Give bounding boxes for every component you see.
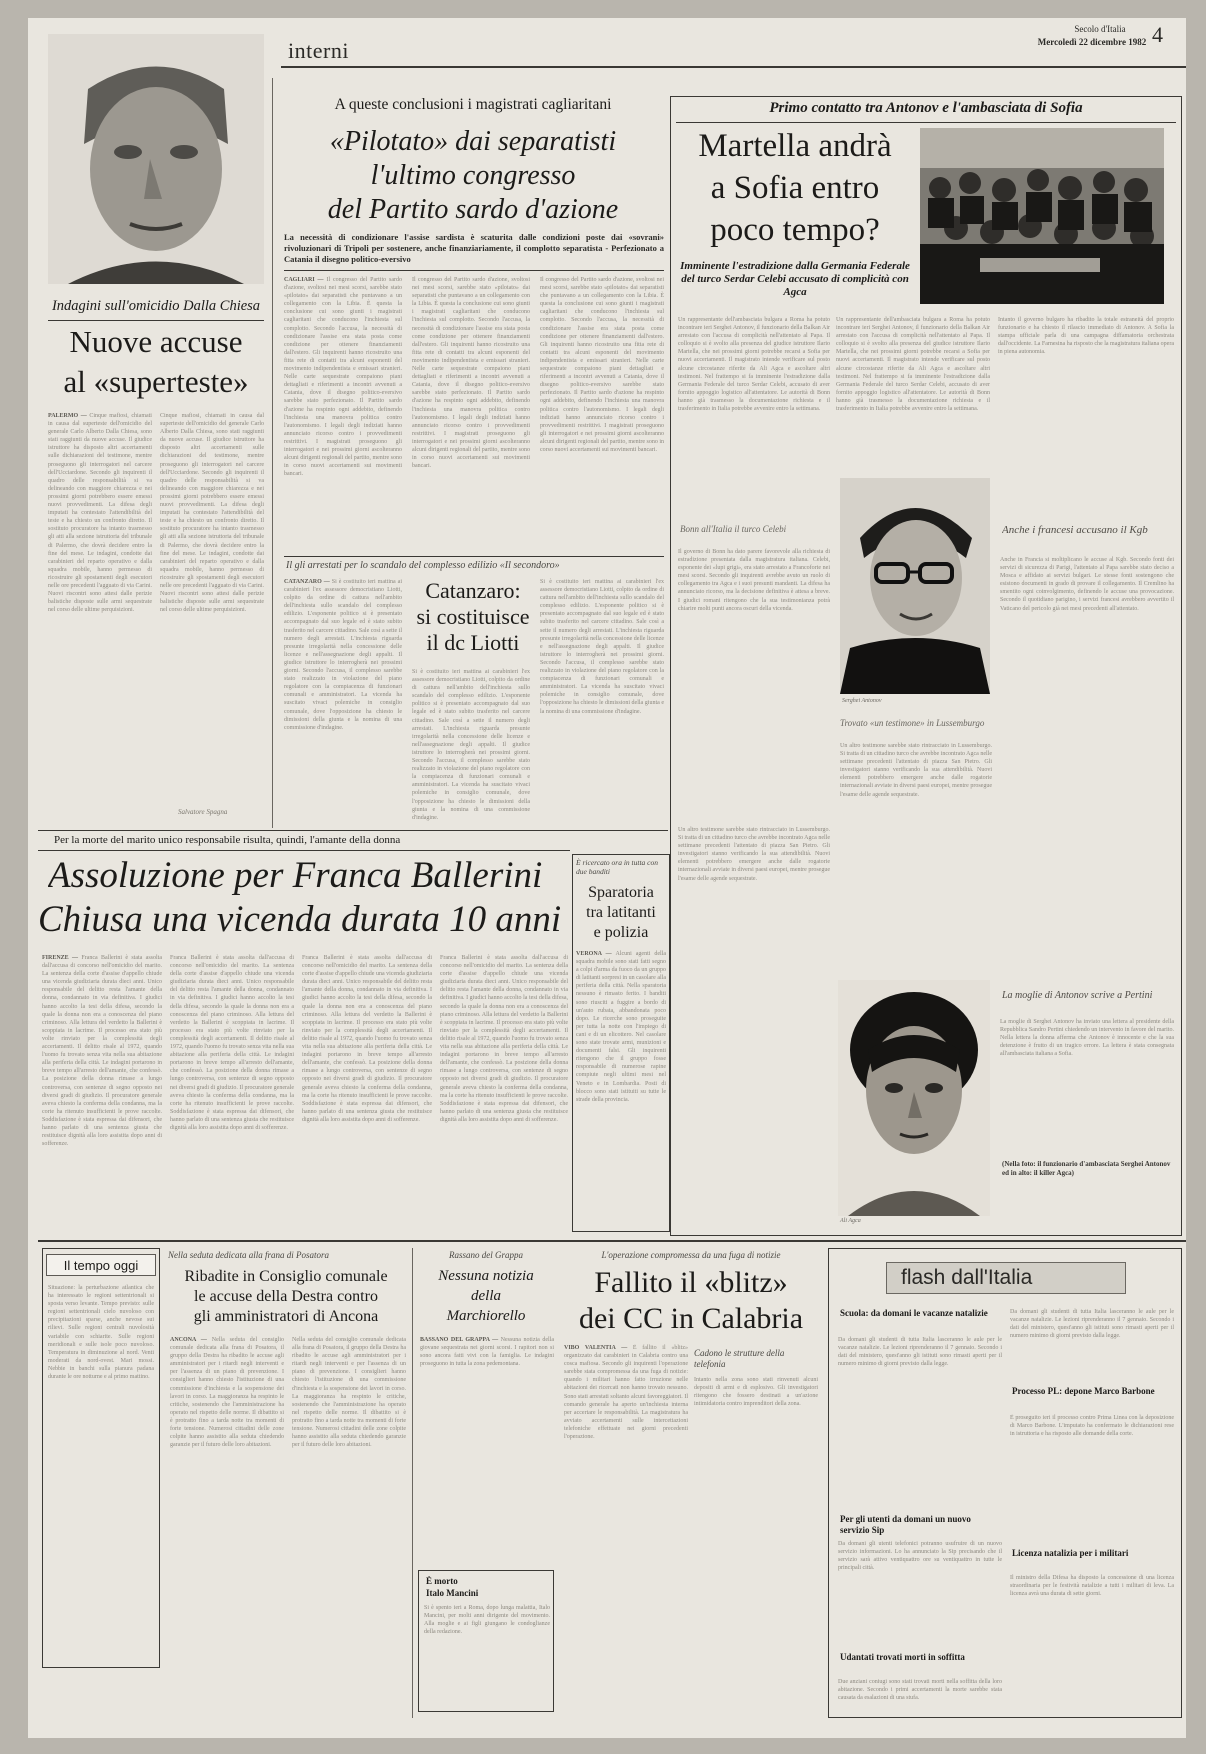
obituary-title-1: È morto xyxy=(426,1576,458,1586)
antonov-body-3-col xyxy=(840,742,992,976)
ballerini-body-cont-3: Franca Ballerini è stata assolta dall'accusa di concorso nell'omicidio del marito. La sentenza della corte d'assise d'appello chiude una vicenda giudiziaria durata dieci anni. Unico responsabile del delitto resta l'amante della donna, condannato in via definitiva. I giudici hanno accolto la tesi della difesa, secondo la quale la donna non era a conoscenza del piano criminoso. Alla lettura del verdetto la Ballerini è scoppiata in lacrime. Il processo era stato più volte rinviato per la complessità degli accertamenti. Il delitto risale al 1972, quando l'uomo fu trovato senza vita nella sua abitazione alla periferia della città. Le indagini portarono in breve tempo all'arresto dell'amante, che confessò. La posizione della donna rimase a lungo controversa, con sentenze di segno opposto nei diversi gradi di giudizio. Il procuratore generale aveva chiesto la conferma della condanna, ma la corte ha ritenuto insufficienti le prove raccolte. Soddisfazione è stata espressa dai difensori, che hanno parlato di una sentenza giusta che restituisce dignità alla loro assistita dopo anni di sofferenze. xyxy=(440,955,568,1123)
antonov-photo-note: (Nella foto: il funzionario d'ambasciata Serghei Antonov ed in alto: il killer Agca) xyxy=(1002,1160,1171,1177)
dalla-chiesa-body-cont: Cinque mafiosi, chiamati in causa dal superteste dell'omicidio del generale Carlo Alberto Dalla Chiesa, sono stati raggiunti da nuove accuse. Il giudice istruttore ha disposto altri accertamenti sulle dichiarazioni del testimone, mentre proseguono gli interrogatori nel carcere dell'Ucciardone. Secondo gli inquirenti il quadro delle responsabilità si va delineando con maggiore chiarezza e nei prossimi giorni potrebbero essere emessi nuovi provvedimenti. La difesa degli imputati ha contestato l'attendibilità del teste e ha chiesto un confronto diretto. Il sostituto procuratore ha intanto trasmesso gli atti alla sezione istruttoria del tribunale di Palermo, che dovrà decidere entro la fine del mese. Le indagini, condotte dai carabinieri del reparto operativo e dalla squadra mobile, hanno permesso di ricostruire gli spostamenti degli esecutori nelle ore precedenti l'agguato di via Carini. Nuovi riscontri sono attesi dalle perizie balistiche disposte sulle armi sequestrate nel corso delle ultime perquisizioni. xyxy=(160,413,264,614)
flash-item-title: Scuola: da domani le vacanze natalizie xyxy=(840,1308,988,1318)
antonov-standfirst: Imminente l'estradizione dalla Germania Federale del turco Serdar Celebi accusato di complicità con Agca xyxy=(680,260,910,298)
kicker-rule xyxy=(48,320,264,321)
column-divider xyxy=(272,78,273,828)
ancona-body-cont: Nella seduta del consiglio comunale dedicata alla frana di Posatora, il gruppo della Destra ha ribadito le accuse agli amministratori per i ritardi negli interventi e per l'assenza di un piano di prevenzione. I consiglieri hanno chiesto l'istituzione di una commissione d'inchiesta e la sospensione dei lavori in corso. La maggioranza ha respinto le critiche, sostenendo che l'amministrazione ha operato nel rispetto delle norme. Il dibattito si è protratto fino a tarda notte tra momenti di forte tensione. Numerosi cittadini delle zone colpite hanno assistito alla seduta chiedendo garanzie per il futuro delle loro abitazioni. xyxy=(292,1337,406,1449)
sardo-bottom-rule xyxy=(284,556,664,557)
flash-item-body xyxy=(838,1678,1002,1714)
ancona-headline-1: Ribadite in Consiglio comunale xyxy=(184,1268,388,1285)
marchiorello-kicker: Rassano del Grappa xyxy=(449,1250,523,1260)
antonov-kicker: Primo contatto tra Antonov e l'ambasciata di Sofia xyxy=(769,100,1083,116)
marchiorello-body-col xyxy=(420,1336,554,1562)
marchiorello-headline-2: della xyxy=(471,1288,501,1304)
sardo-body-col-1 xyxy=(284,276,402,548)
flash-item-body-text: È proseguito ieri il processo contro Prima Linea con la deposizione di Marco Barbone. L'imputato ha confermato le dichiarazioni rese in istruttoria e ha risposto alle domande della corte. xyxy=(1010,1415,1174,1438)
calabria-headline-2: dei CC in Calabria xyxy=(578,1302,804,1335)
calabria-kicker: L'operazione compromessa da una fuga di notizie xyxy=(601,1250,781,1260)
dalla-chiesa-signature: Salvatore Spagna xyxy=(178,808,228,816)
calabria-dateline: VIBO VALENTIA — xyxy=(564,1345,633,1351)
page-number: 4 xyxy=(1152,22,1163,47)
flash-item-body xyxy=(1010,1574,1174,1714)
obituary-title-2: Italo Mancini xyxy=(426,1588,479,1598)
catanzaro-body-col-1 xyxy=(284,578,402,826)
ancona-kicker: Nella seduta dedicata alla frana di Posatora xyxy=(168,1250,329,1260)
bottom-section-rule xyxy=(38,1240,1186,1242)
antonov-image xyxy=(840,478,990,694)
antonov-body-col-3 xyxy=(998,316,1174,516)
flash-item-body-text: Da domani gli studenti di tutta Italia lasceranno le aule per le vacanze natalizie. Le lezioni riprenderanno il 7 gennaio. Secondo i dati del ministero, quest'anno gli istituti sono rimasti aperti per il numero minimo di giorni previsto dalla legge. xyxy=(1010,1309,1174,1340)
dalla-chiesa-dateline: PALERMO — xyxy=(48,413,90,419)
sparatoria-headline-1: Sparatoria xyxy=(588,884,654,901)
sardo-dateline: CAGLIARI — xyxy=(284,277,327,283)
flash-item-title: Processo PL: depone Marco Barbone xyxy=(1012,1386,1155,1396)
antonov-sub-2: Trovato «un testimone» in Lussemburgo xyxy=(840,718,985,728)
catanzaro-headline-1: Catanzaro: xyxy=(425,578,521,603)
ballerini-headline-2: Chiusa una vicenda durata 10 anni xyxy=(38,899,562,940)
flash-item-body-text: Da domani gli studenti di tutta Italia lasceranno le aule per le vacanze natalizie. Le lezioni riprenderanno il 7 gennaio. Secondo i dati del ministero, quest'anno gli istituti sono rimasti aperti per il numero minimo di giorni previsto dalla legge. xyxy=(838,1337,1002,1368)
catanzaro-dateline: CATANZARO — xyxy=(284,579,332,585)
marchiorello-headline-3: Marchiorello xyxy=(446,1308,526,1324)
antonov-body-1: Un rappresentante dell'ambasciata bulgara a Roma ha potuto incontrare ieri Serghei Antonov, il funzionario della Balkan Air arrestato con l'accusa di complicità nell'attentato al Papa. Il colloquio si è svolto alla presenza del giudice istruttore Ilario Martella, che nei prossimi giorni potrebbe recarsi a Sofia per nuovi accertamenti. Il magistrato intende verificare sul posto alcune circostanze riferite da Ali Agca e ascoltare altri testimoni. Nel frattempo si fa imminente l'estradizione dalla Germania Federale del turco Serdar Celebi, accusato di aver fornito appoggio logistico all'attentatore. Le autorità di Bonn hanno già trasmesso la documentazione richiesta e il trasferimento in Italia potrebbe avvenire entro la settimana. xyxy=(678,317,830,413)
flash-item-title: Licenza natalizia per i militari xyxy=(1012,1548,1129,1558)
ancona-headline-3: gli amministratori di Ancona xyxy=(193,1308,379,1325)
portrait-image xyxy=(48,34,264,284)
ancona-body: Nella seduta del consiglio comunale dedicata alla frana di Posatora, il gruppo della Destra ha ribadito le accuse agli amministratori per i ritardi negli interventi e per l'assenza di un piano di prevenzione. I consiglieri hanno chiesto l'istituzione di una commissione d'inchiesta e la sospensione dei lavori in corso. La maggioranza ha respinto le critiche, sostenendo che l'amministrazione ha operato nel rispetto delle norme. Il dibattito si è protratto fino a tarda notte tra momenti di forte tensione. Numerosi cittadini delle zone colpite hanno assistito alla seduta chiedendo garanzie per il futuro delle loro abitazioni. xyxy=(170,1337,284,1449)
ballerini-dateline: FIRENZE — xyxy=(42,955,82,961)
antonov-kicker-rule xyxy=(676,122,1176,123)
weather-body-col xyxy=(48,1284,154,1664)
sparatoria-kicker: È ricercato ora in tutta con due banditi xyxy=(576,858,659,876)
weather-body: Situazione: la perturbazione atlantica che ha interessato le regioni settentrionali si sposta verso levante. Tempo previsto: sulle regioni settentrionali cielo nuvoloso con precipitazioni sparse, anche nevose sui rilievi. Sulle regioni centrali nuvolosità variabile con schiarite. Sulle regioni meridionali e sulle isole poco nuvoloso. Temperatura in diminuzione al nord. Venti moderati da nord-ovest. Mari mossi. Nebbie in banchi sulla pianura padana durante le ore notturne e al primo mattino. xyxy=(48,1285,154,1381)
flash-item-body-text: Da domani gli utenti telefonici potranno usufruire di un nuovo servizio informazioni. Lo ha annunciato la Sip precisando che il servizio sarà attivo ventiquattro ore su ventiquattro in tutte le principali città. xyxy=(838,1541,1002,1572)
ballerini-top-rule xyxy=(38,830,668,831)
sardo-body-cont: Il congresso del Partito sardo d'azione, svoltosi nei mesi scorsi, sarebbe stato «pilotato» dai separatisti che puntavano a un collegamento con la Libia. È questa la conclusione cui sono giunti i magistrati cagliaritani che conducono l'inchiesta sul complotto. Secondo l'accusa, la necessità di condizionare l'assise era stata posta come condizione per ottenere finanziamenti dall'estero. Gli inquirenti hanno ricostruito una fitta rete di contatti tra alcuni esponenti del movimento indipendentista e emissari stranieri. Nelle carte sequestrate compaiono piani dettagliati e riferimenti a incontri avvenuti a Catania, dove il disegno politico-eversivo sarebbe stato perfezionato. Il Partito sardo d'azione ha respinto ogni addebito, definendo l'inchiesta una manovra politica contro l'autonomismo. I legali degli indiziati hanno annunciato ricorso contro i provvedimenti restrittivi. I magistrati proseguono gli interrogatori e nei prossimi giorni ascolteranno alcuni dirigenti regionali del partito, mentre sono in corso nuovi accertamenti sui movimenti bancari. xyxy=(412,277,530,470)
agca-image xyxy=(838,980,990,1216)
ballerini-body-col-4 xyxy=(440,954,568,1226)
sparatoria-headline-2: tra latitanti xyxy=(586,904,656,921)
sardo-rule xyxy=(284,270,664,271)
antonov-body-col-1 xyxy=(678,316,830,516)
sardo-body-col-3 xyxy=(540,276,664,548)
newspaper-page xyxy=(28,18,1186,1738)
antonov-body-6: La moglie di Serghei Antonov ha inviato una lettera al presidente della Repubblica Sandro Pertini chiedendo un intervento in favore del marito. Nella lettera la donna afferma che Antonov è innocente e che la sua detenzione è frutto di un tragico errore. La lettera è stata consegnata all'ambasciata italiana a Sofia. xyxy=(1000,1019,1174,1058)
ancona-headline-2: le accuse della Destra contro xyxy=(194,1288,378,1305)
sardo-body-cont-2: Il congresso del Partito sardo d'azione, svoltosi nei mesi scorsi, sarebbe stato «pilotato» dai separatisti che puntavano a un collegamento con la Libia. È questa la conclusione cui sono giunti i magistrati cagliaritani che conducono l'inchiesta sul complotto. Secondo l'accusa, la necessità di condizionare l'assise era stata posta come condizione per ottenere finanziamenti dall'estero. Gli inquirenti hanno ricostruito una fitta rete di contatti tra alcuni esponenti del movimento indipendentista e emissari stranieri. Nelle carte sequestrate compaiono piani dettagliati e riferimenti a incontri avvenuti a Catania, dove il disegno politico-eversivo sarebbe stato perfezionato. Il Partito sardo d'azione ha respinto ogni addebito, definendo l'inchiesta una manovra politica contro l'autonomismo. I legali degli indiziati hanno annunciato ricorso contro i provvedimenti restrittivi. I magistrati proseguono gli interrogatori e nei prossimi giorni ascolteranno alcuni dirigenti regionali del partito, mentre sono in corso nuovi accertamenti sui movimenti bancari. xyxy=(540,277,664,453)
obituary-body-col xyxy=(424,1604,550,1708)
calabria-headline-1: Fallito il «blitz» xyxy=(594,1266,788,1299)
catanzaro-body-cont-2: Si è costituito ieri mattina ai carabinieri l'ex assessore democristiano Liotti, colpito da ordine di cattura nell'ambito dell'inchiesta sullo scandalo del complesso edilizio. L'esponente politico si è presentato accompagnato dal suo legale ed è stato subito trasferito nel carcere cittadino. Sale così a sette il numero degli arrestati. L'inchiesta riguarda presunte irregolarità nella concessione delle licenze e nell'assegnazione degli appalti. Il giudice istruttore lo interrogherà nei prossimi giorni. Secondo l'accusa, il complesso sarebbe stato realizzato in violazione del piano regolatore con la compiacenza di funzionari comunali e amministratori. La vicenda ha suscitato vivaci polemiche in consiglio comunale, dove l'opposizione ha chiesto le dimissioni della giunta e la nomina di una commissione d'indagine. xyxy=(540,579,664,715)
sardo-headline-3: del Partito sardo d'azione xyxy=(327,194,619,225)
sparatoria-body-col xyxy=(576,950,666,1228)
ballerini-body-cont: Franca Ballerini è stata assolta dall'accusa di concorso nell'omicidio del marito. La sentenza della corte d'assise d'appello chiude una vicenda giudiziaria durata dieci anni. Unico responsabile del delitto resta l'amante della donna, condannato in via definitiva. I giudici hanno accolto la tesi della difesa, secondo la quale la donna non era a conoscenza del piano criminoso. Alla lettura del verdetto la Ballerini è scoppiata in lacrime. Il processo era stato più volte rinviato per la complessità degli accertamenti. Il delitto risale al 1972, quando l'uomo fu trovato senza vita nella sua abitazione alla periferia della città. Le indagini portarono in breve tempo all'arresto dell'amante, che confessò. La posizione della donna rimase a lungo controversa, con sentenze di segno opposto nei diversi gradi di giudizio. Il procuratore generale aveva chiesto la conferma della condanna, ma la corte ha ritenuto insufficienti le prove raccolte. Soddisfazione è stata espressa dai difensori, che hanno parlato di una sentenza giusta che restituisce dignità alla loro assistita dopo anni di sofferenze. xyxy=(170,955,294,1131)
antonov-photo xyxy=(840,478,990,694)
catanzaro-body-col-2 xyxy=(412,668,530,826)
sardo-standfirst: La necessità di condizionare l'assise sardista è scaturita dalle condizioni poste dai «sovrani» rivoluzionari di Tripoli per sostenere, anche finanziariamente, il complotto separatista - Perfezionato a Catania il disegno politico-eversivo xyxy=(284,232,664,264)
flash-item-body xyxy=(1010,1414,1174,1540)
antonov-body-3: Un altro testimone sarebbe stato rintracciato in Lussemburgo. Si tratta di un cittadino turco che avrebbe incontrato Agca nelle settimane precedenti l'attentato di piazza San Pietro. Gli investigatori stanno verificando la sua attendibilità. Nuovi elementi potrebbero emergere anche dalle rogatorie internazionali avviate in diversi paesi europei, mentre prosegue l'esame delle agende sequestrate. xyxy=(840,743,992,798)
marchiorello-dateline: BASSANO DEL GRAPPA — xyxy=(420,1337,501,1343)
antonov-headline-3: poco tempo? xyxy=(710,212,880,248)
calabria-sub: Cadono le strutture della telefonia xyxy=(694,1348,785,1369)
ancona-divider xyxy=(412,1248,413,1718)
ballerini-body: Franca Ballerini è stata assolta dall'accusa di concorso nell'omicidio del marito. La sentenza della corte d'assise d'appello chiude una vicenda giudiziaria durata dieci anni. Unico responsabile del delitto resta l'amante della donna, condannato in via definitiva. I giudici hanno accolto la tesi della difesa, secondo la quale la donna non era a conoscenza del piano criminoso. Alla lettura del verdetto la Ballerini è scoppiata in lacrime. Il processo era stato più volte rinviato per la complessità degli accertamenti. Il delitto risale al 1972, quando l'uomo fu trovato senza vita nella sua abitazione alla periferia della città. Le indagini portarono in breve tempo all'arresto dell'amante, che confessò. La posizione della donna rimase a lungo controversa, con sentenze di segno opposto nei diversi gradi di giudizio. Il procuratore generale aveva chiesto la conferma della condanna, ma la corte ha ritenuto insufficienti le prove raccolte. Soddisfazione è stata espressa dai difensori, che hanno parlato di una sentenza giusta che restituisce dignità alla loro assistita dopo anni di sofferenze. xyxy=(42,955,162,1148)
crowd-image xyxy=(920,128,1164,304)
ancona-dateline: ANCONA — xyxy=(170,1337,212,1343)
ballerini-body-col-2 xyxy=(170,954,294,1226)
calabria-body-2: Intanto nella zona sono stati rinvenuti alcuni depositi di armi e di esplosivo. Gli investigatori ritengono che fossero destinati a un'azione intimidatoria contro imprenditori della zona. xyxy=(694,1377,818,1408)
catanzaro-headline-3: il dc Liotti xyxy=(426,630,520,655)
antonov-body-col-2 xyxy=(836,316,990,476)
issue-date: Mercoledì 22 dicembre 1982 xyxy=(1037,37,1147,47)
antonov-body-5: Anche in Francia si moltiplicano le accuse al Kgb. Secondo fonti dei servizi di sicurezza di Parigi, l'attentato al Papa sarebbe stato deciso a Mosca e affidato ai servizi bulgari. Le stesse fonti sostengono che esistono documenti in grado di provare il collegamento. Il Cremlino ha smentito ogni coinvolgimento, definendo le accuse una provocazione. Secondo il quotidiano parigino, i servizi francesi avrebbero avvertito il Vaticano del pericolo già nei mesi precedenti all'attentato. xyxy=(1000,557,1174,612)
portrait-photo xyxy=(48,34,264,284)
antonov-sub-1: Bonn all'Italia il turco Celebi xyxy=(680,524,787,534)
ballerini-kicker: Per la morte del marito unico responsabile risulta, quindi, l'amante della donna xyxy=(54,834,401,846)
catanzaro-headline-2: si costituisce xyxy=(416,604,530,629)
dalla-chiesa-kicker: Indagini sull'omicidio Dalla Chiesa xyxy=(51,298,261,314)
sardo-kicker: A queste conclusioni i magistrati cagliaritani xyxy=(334,96,612,113)
ballerini-body-cont-2: Franca Ballerini è stata assolta dall'accusa di concorso nell'omicidio del marito. La sentenza della corte d'assise d'appello chiude una vicenda giudiziaria durata dieci anni. Unico responsabile del delitto resta l'amante della donna, condannato in via definitiva. I giudici hanno accolto la tesi della difesa, secondo la quale la donna non era a conoscenza del piano criminoso. Alla lettura del verdetto la Ballerini è scoppiata in lacrime. Il processo era stato più volte rinviato per la complessità degli accertamenti. Il delitto risale al 1972, quando l'uomo fu trovato senza vita nella sua abitazione alla periferia della città. Le indagini portarono in breve tempo all'arresto dell'amante, che confessò. La posizione della donna rimase a lungo controversa, con sentenze di segno opposto nei diversi gradi di giudizio. Il procuratore generale aveva chiesto la conferma della condanna, ma la corte ha ritenuto insufficienti le prove raccolte. Soddisfazione è stata espressa dai difensori, che hanno parlato di una sentenza giusta che restituisce dignità alla loro assistita dopo anni di sofferenze. xyxy=(302,955,432,1123)
marchiorello-headline-1: Nessuna notizia xyxy=(438,1268,534,1284)
antonov-body-2: Il governo di Bonn ha dato parere favorevole alla richiesta di estradizione presentata dalla magistratura italiana. Celebi, esponente dei «lupi grigi», era stato arrestato a Francoforte nei mesi scorsi. Secondo gli inquirenti avrebbe avuto un ruolo di collegamento tra Agca e i suoi presunti mandanti. La difesa ha annunciato ricorso, ma la decisione definitiva è attesa a breve. I giudici romani ritengono che la sua testimonianza potrà chiarire molti punti ancora oscuri della vicenda. xyxy=(678,549,830,612)
dalla-chiesa-body-col-1 xyxy=(48,412,152,822)
crowd-photo xyxy=(920,128,1164,304)
catanzaro-body-cont: Si è costituito ieri mattina ai carabinieri l'ex assessore democristiano Liotti, colpito da ordine di cattura nell'ambito dell'inchiesta sullo scandalo del complesso edilizio. L'esponente politico si è presentato accompagnato dal suo legale ed è stato subito trasferito nel carcere cittadino. Sale così a sette il numero degli arrestati. L'inchiesta riguarda presunte irregolarità nella concessione delle licenze e nell'assegnazione degli appalti. Il giudice istruttore lo interrogherà nei prossimi giorni. Secondo l'accusa, il complesso sarebbe stato realizzato in violazione del piano regolatore con la compiacenza di funzionari comunali e amministratori. La vicenda ha suscitato vivaci polemiche in consiglio comunale, dove l'opposizione ha chiesto le dimissioni della giunta e la nomina di una commissione d'indagine. xyxy=(412,669,530,821)
flash-item-title: Per gli utenti da domani un nuovo servizio Sip xyxy=(840,1514,971,1535)
ancona-body-col-2 xyxy=(292,1336,406,1706)
dalla-chiesa-headline-2: al «superteste» xyxy=(63,364,249,399)
antonov-headline-2: a Sofia entro xyxy=(710,170,880,206)
section-label: interni xyxy=(288,38,349,63)
sardo-body: Il congresso del Partito sardo d'azione, svoltosi nei mesi scorsi, sarebbe stato «pilotato» dai separatisti che puntavano a un collegamento con la Libia. È questa la conclusione cui sono giunti i magistrati cagliaritani che conducono l'inchiesta sul complotto. Secondo l'accusa, la necessità di condizionare l'assise era stata posta come condizione per ottenere finanziamenti dall'estero. Gli inquirenti hanno ricostruito una fitta rete di contatti tra alcuni esponenti del movimento indipendentista e emissari stranieri. Nelle carte sequestrate compaiono piani dettagliati e riferimenti a incontri avvenuti a Catania, dove il disegno politico-eversivo sarebbe stato perfezionato. Il Partito sardo d'azione ha respinto ogni addebito, definendo l'inchiesta una manovra politica contro l'autonomismo. I legali degli indiziati hanno annunciato ricorso contro i provvedimenti restrittivi. I magistrati proseguono gli interrogatori e nei prossimi giorni ascolteranno alcuni dirigenti regionali del partito, mentre sono in corso nuovi accertamenti sui movimenti bancari. xyxy=(284,277,402,478)
antonov-headline-1: Martella andrà xyxy=(698,128,892,164)
dalla-chiesa-headline-1: Nuove accuse xyxy=(69,324,243,359)
ballerini-headline-1: Assoluzione per Franca Ballerini xyxy=(48,855,543,896)
antonov-body-6-col xyxy=(1000,1018,1174,1146)
catanzaro-kicker: Il gli arrestati per lo scandalo del complesso edilizio «Il secondoro» xyxy=(286,560,560,571)
agca-photo xyxy=(838,980,990,1216)
calabria-body-col-2 xyxy=(694,1376,818,1706)
flash-title: flash dall'Italia xyxy=(901,1266,1033,1289)
marchiorello-body: Nessuna notizia della giovane sequestrata nei giorni scorsi. I rapitori non si sono ancora fatti vivi con la famiglia. Le indagini proseguono in tutta la zona pedemontana. xyxy=(420,1337,554,1368)
dalla-chiesa-body: Cinque mafiosi, chiamati in causa dal superteste dell'omicidio del generale Carlo Alberto Dalla Chiesa, sono stati raggiunti da nuove accuse. Il giudice istruttore ha disposto altri accertamenti sulle dichiarazioni del testimone, mentre proseguono gli interrogatori nel carcere dell'Ucciardone. Secondo gli inquirenti il quadro delle responsabilità si va delineando con maggiore chiarezza e nei prossimi giorni potrebbero essere emessi nuovi provvedimenti. La difesa degli imputati ha contestato l'attendibilità del teste e ha chiesto un confronto diretto. Il sostituto procuratore ha intanto trasmesso gli atti alla sezione istruttoria del tribunale di Palermo, che dovrà decidere entro la fine del mese. Le indagini, condotte dai carabinieri del reparto operativo e dalla squadra mobile, hanno permesso di ricostruire gli spostamenti degli esecutori nelle ore precedenti l'agguato di via Carini. Nuovi riscontri sono attesi dalle perizie balistiche disposte sulle armi sequestrate nel corso delle ultime perquisizioni. xyxy=(48,413,152,614)
flash-item-body xyxy=(838,1336,1002,1506)
flash-item-title: Udantati trovati morti in soffitta xyxy=(840,1652,965,1662)
catanzaro-body-col-3 xyxy=(540,578,664,826)
ancona-body-col-1 xyxy=(170,1336,284,1706)
ballerini-body-col-3 xyxy=(302,954,432,1226)
antonov-body-5-col xyxy=(1000,556,1174,980)
sardo-body-col-2 xyxy=(412,276,530,548)
antonov-body-3b-col xyxy=(678,826,830,1006)
antonov-sub-3: Anche i francesi accusano il Kgb xyxy=(1002,524,1148,536)
flash-item-body-text: Due anziani coniugi sono stati trovati morti nella soffitta della loro abitazione. Secondo i primi accertamenti la morte sarebbe stata causata da esalazioni di una stufa. xyxy=(838,1679,1002,1702)
weather-title: Il tempo oggi xyxy=(46,1254,156,1276)
catanzaro-body: Si è costituito ieri mattina ai carabinieri l'ex assessore democristiano Liotti, colpito da ordine di cattura nell'ambito dell'inchiesta sullo scandalo del complesso edilizio. L'esponente politico si è presentato accompagnato dal suo legale ed è stato subito trasferito nel carcere cittadino. Sale così a sette il numero degli arrestati. L'inchiesta riguarda presunte irregolarità nella concessione delle licenze e nell'assegnazione degli appalti. Il giudice istruttore lo interrogherà nei prossimi giorni. Secondo l'accusa, il complesso sarebbe stato realizzato in violazione del piano regolatore con la compiacenza di funzionari comunali e amministratori. La vicenda ha suscitato vivaci polemiche in consiglio comunale, dove l'opposizione ha chiesto le dimissioni della giunta e la nomina di una commissione d'indagine. xyxy=(284,579,402,731)
antonov-body-4: Intanto il governo bulgaro ha ribadito la totale estraneità del proprio funzionario e ha chiesto il rilascio immediato di Antonov. A Sofia la stampa ufficiale parla di una campagna diffamatoria orchestrata dall'occidente. La Farnesina ha risposto che la magistratura italiana opera in piena autonomia. xyxy=(998,317,1174,356)
calabria-body: È fallito il «blitz» organizzato dai carabinieri in Calabria contro una cosca mafiosa. Secondo gli inquirenti l'operazione sarebbe stata compromessa da una fuga di notizie: quando i militari hanno fatto irruzione nelle abitazioni dei ricercati non hanno trovato nessuno. Sono stati arrestati soltanto alcuni favoreggiatori. Il comando generale ha aperto un'inchiesta interna per accertare le responsabilità. La magistratura ha avviato accertamenti sulle intercettazioni telefoniche effettuate nei giorni precedenti l'operazione. xyxy=(564,1345,688,1441)
ballerini-body-col-1 xyxy=(42,954,162,1226)
obituary-body: Si è spento ieri a Roma, dopo lunga malattia, Italo Mancini, per molti anni dirigente del movimento. Alla moglie e ai figli giungano le condoglianze della redazione. xyxy=(424,1605,550,1636)
sardo-headline-1: «Pilotato» dai separatisti xyxy=(329,126,617,157)
sparatoria-dateline: VERONA — xyxy=(576,951,616,957)
calabria-body-col-1 xyxy=(564,1344,688,1706)
antonov-body-1-cont: Un rappresentante dell'ambasciata bulgara a Roma ha potuto incontrare ieri Serghei Antonov, il funzionario della Balkan Air arrestato con l'accusa di complicità nell'attentato al Papa. Il colloquio si è svolto alla presenza del giudice istruttore Ilario Martella, che nei prossimi giorni potrebbe recarsi a Sofia per nuovi accertamenti. Il magistrato intende verificare sul posto alcune circostanze riferite da Ali Agca e ascoltare altri testimoni. Nel frattempo si fa imminente l'estradizione dalla Germania Federale del turco Serdar Celebi, accusato di aver fornito appoggio logistico all'attentatore. Le autorità di Bonn hanno già trasmesso la documentazione richiesta e il trasferimento in Italia potrebbe avvenire entro la settimana. xyxy=(836,317,990,413)
flash-item-body-text: Il ministro della Difesa ha disposto la concessione di una licenza straordinaria per le festività natalizie a tutti i militari di leva. La licenza avrà una durata di sette giorni. xyxy=(1010,1575,1174,1598)
antonov-sub-4: La moglie di Antonov scrive a Pertini xyxy=(1002,990,1153,1001)
antonov-body-2-col xyxy=(678,548,830,818)
flash-item-body xyxy=(838,1540,1002,1646)
ballerini-kicker-rule xyxy=(38,850,570,851)
sparatoria-headline-3: e polizia xyxy=(593,924,649,941)
dalla-chiesa-body-col-2 xyxy=(160,412,264,804)
flash-title-box xyxy=(886,1262,1126,1294)
agca-photo-caption: Ali Agca xyxy=(840,1218,861,1224)
antonov-body-3-cont: Un altro testimone sarebbe stato rintracciato in Lussemburgo. Si tratta di un cittadino turco che avrebbe incontrato Agca nelle settimane precedenti l'attentato di piazza San Pietro. Gli investigatori stanno verificando la sua attendibilità. Nuovi elementi potrebbero emergere anche dalle rogatorie internazionali avviate in diversi paesi europei, mentre prosegue l'esame delle agende sequestrate. xyxy=(678,827,830,882)
masthead-rule xyxy=(281,66,1186,68)
flash-item-body xyxy=(1010,1308,1174,1378)
antonov-photo-caption: Serghei Antonov xyxy=(842,698,882,704)
sardo-headline-2: l'ultimo congresso xyxy=(370,160,576,191)
sparatoria-body: Alcuni agenti della squadra mobile sono stati fatti segno a colpi d'arma da fuoco da un gruppo di latitanti sorpresi in un casolare alla periferia della città. Nella sparatoria nessuno è rimasto ferito. I banditi sono riusciti a fuggire a bordo di un'auto rubata, abbandonata poco dopo. Le ricerche sono proseguite per tutta la notte con l'impiego di cani e di un elicottero. Nel casolare sono state trovate armi, munizioni e documenti falsi. Gli inquirenti ritengono che il gruppo fosse responsabile di numerose rapine compiute negli ultimi mesi nel Veneto e in Lombardia. Posti di blocco sono stati istituiti su tutte le strade della provincia. xyxy=(576,951,666,1103)
paper-name: Secolo d'Italia xyxy=(1074,24,1126,34)
